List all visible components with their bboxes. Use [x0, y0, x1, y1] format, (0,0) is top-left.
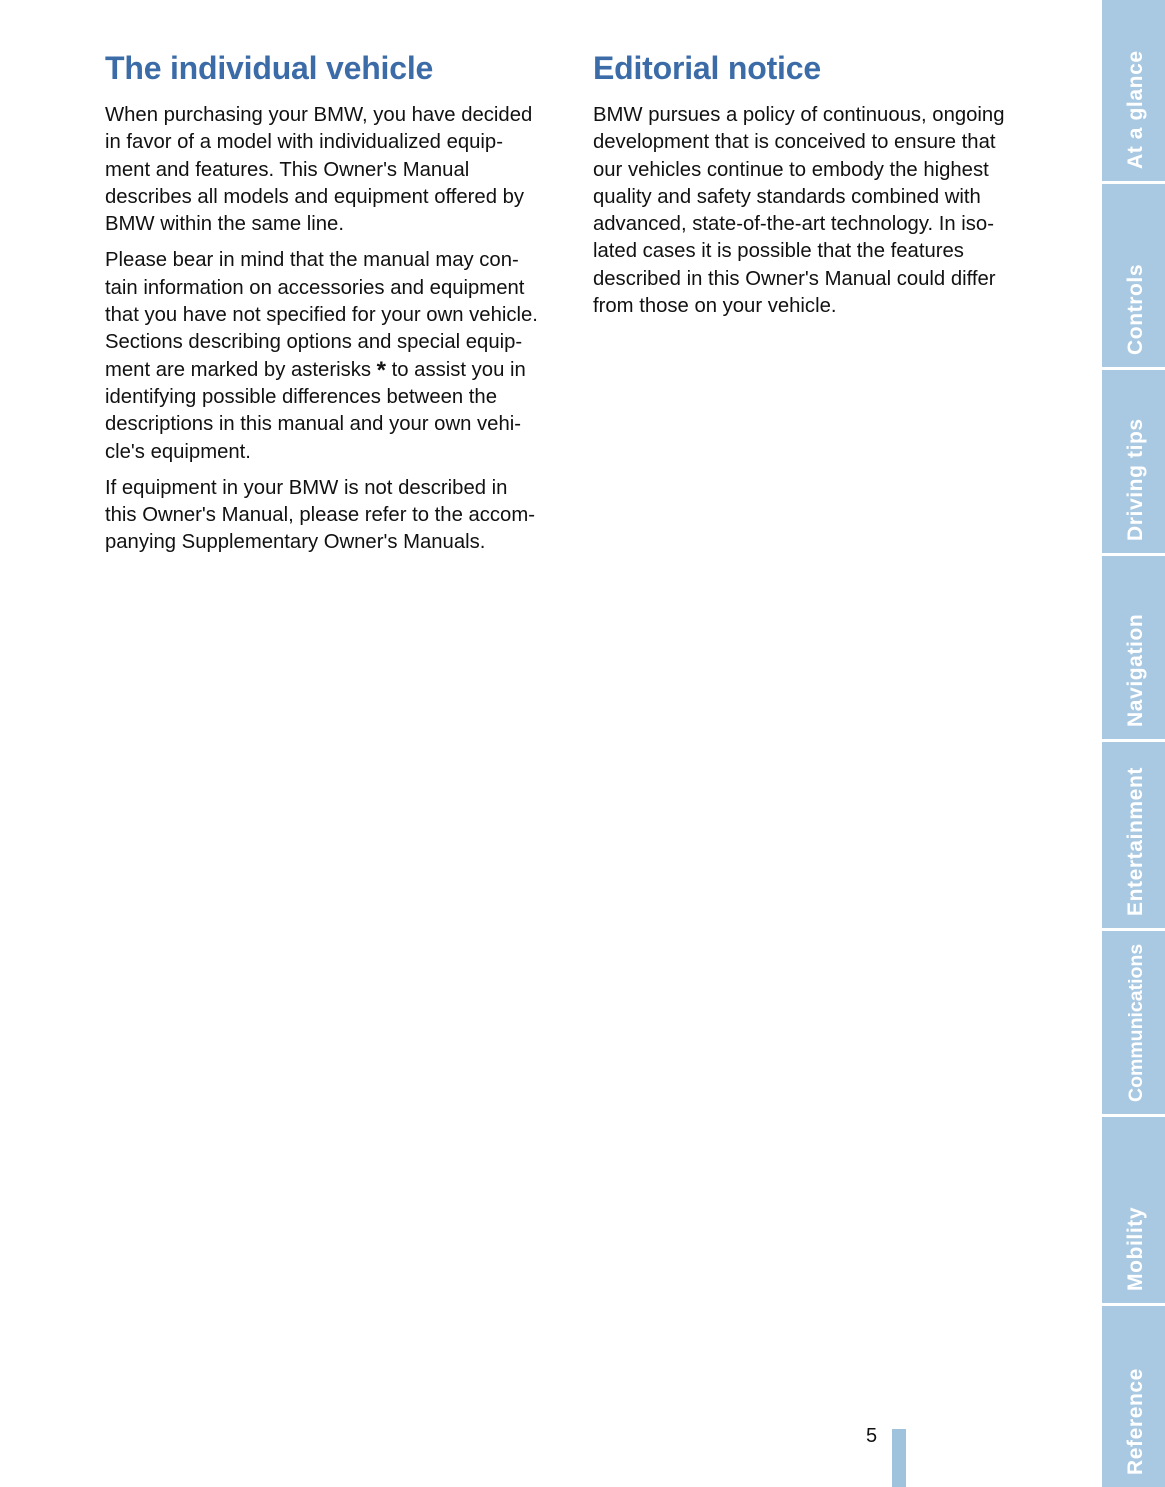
page-number: 5: [866, 1425, 878, 1447]
tab-mobility[interactable]: [1102, 1117, 1165, 1303]
editorial-notice-paragraph: BMW pursues a policy of continuous, ongoing development that is conceived to ensure that our vehicles continue to embody the highest quality and safety standards combined with advanced, state-of-the-art technology. In iso- lated cases it is possible that the features described in this Owner's Manual could differ from those on your vehicle.: [593, 104, 1005, 318]
individual-vehicle-paragraph-3: If equipment in your BMW is not described in this Owner's Manual, please refer to the accom- panying Supplementary Owner's Manuals.: [105, 476, 535, 554]
tab-label-mobility: Mobility: [1124, 1206, 1147, 1291]
individual-vehicle-paragraph-1: When purchasing your BMW, you have decided in favor of a model with individualized equip- ment and features. This Owner's Manual describes all models and equipment offered by BMW within the same line.: [105, 104, 533, 236]
tab-label-communications: Communications: [1125, 943, 1147, 1102]
individual-vehicle-heading: The individual vehicle: [105, 50, 434, 86]
left-column: [105, 48, 563, 566]
asterisk-marker: *: [376, 356, 386, 384]
tab-entertainment[interactable]: [1102, 742, 1165, 928]
page-number-bar: [892, 1429, 906, 1487]
individual-vehicle-paragraph-2: [105, 247, 563, 465]
tab-communications[interactable]: [1102, 931, 1165, 1114]
tab-label-entertainment: Entertainment: [1124, 767, 1147, 916]
tab-label-reference: Reference: [1124, 1368, 1147, 1475]
tab-driving-tips[interactable]: [1102, 370, 1165, 553]
tab-at-a-glance[interactable]: [1102, 0, 1165, 181]
paragraph-2-text-end: to assist you in identifying possible differences between the descriptions in this manual and your own vehi- cle's equipment.: [105, 358, 526, 463]
tab-navigation[interactable]: [1102, 556, 1165, 739]
tab-controls[interactable]: [1102, 184, 1165, 367]
right-column: [593, 48, 1043, 329]
paragraph-2-text-start: Please bear in mind that the manual may con- tain information on accessories and equipment that you have not specified for your own vehicle. Sections describing options and special equip- ment are marked by asterisks: [105, 249, 538, 381]
tab-label-navigation: Navigation: [1124, 613, 1147, 727]
editorial-notice-heading: Editorial notice: [593, 50, 821, 86]
tab-label-at-a-glance: At a glance: [1124, 50, 1147, 169]
tab-reference[interactable]: [1102, 1306, 1165, 1487]
chapter-tabs: [1102, 0, 1165, 1487]
tab-label-controls: Controls: [1124, 263, 1147, 355]
tab-label-driving-tips: Driving tips: [1124, 418, 1147, 541]
